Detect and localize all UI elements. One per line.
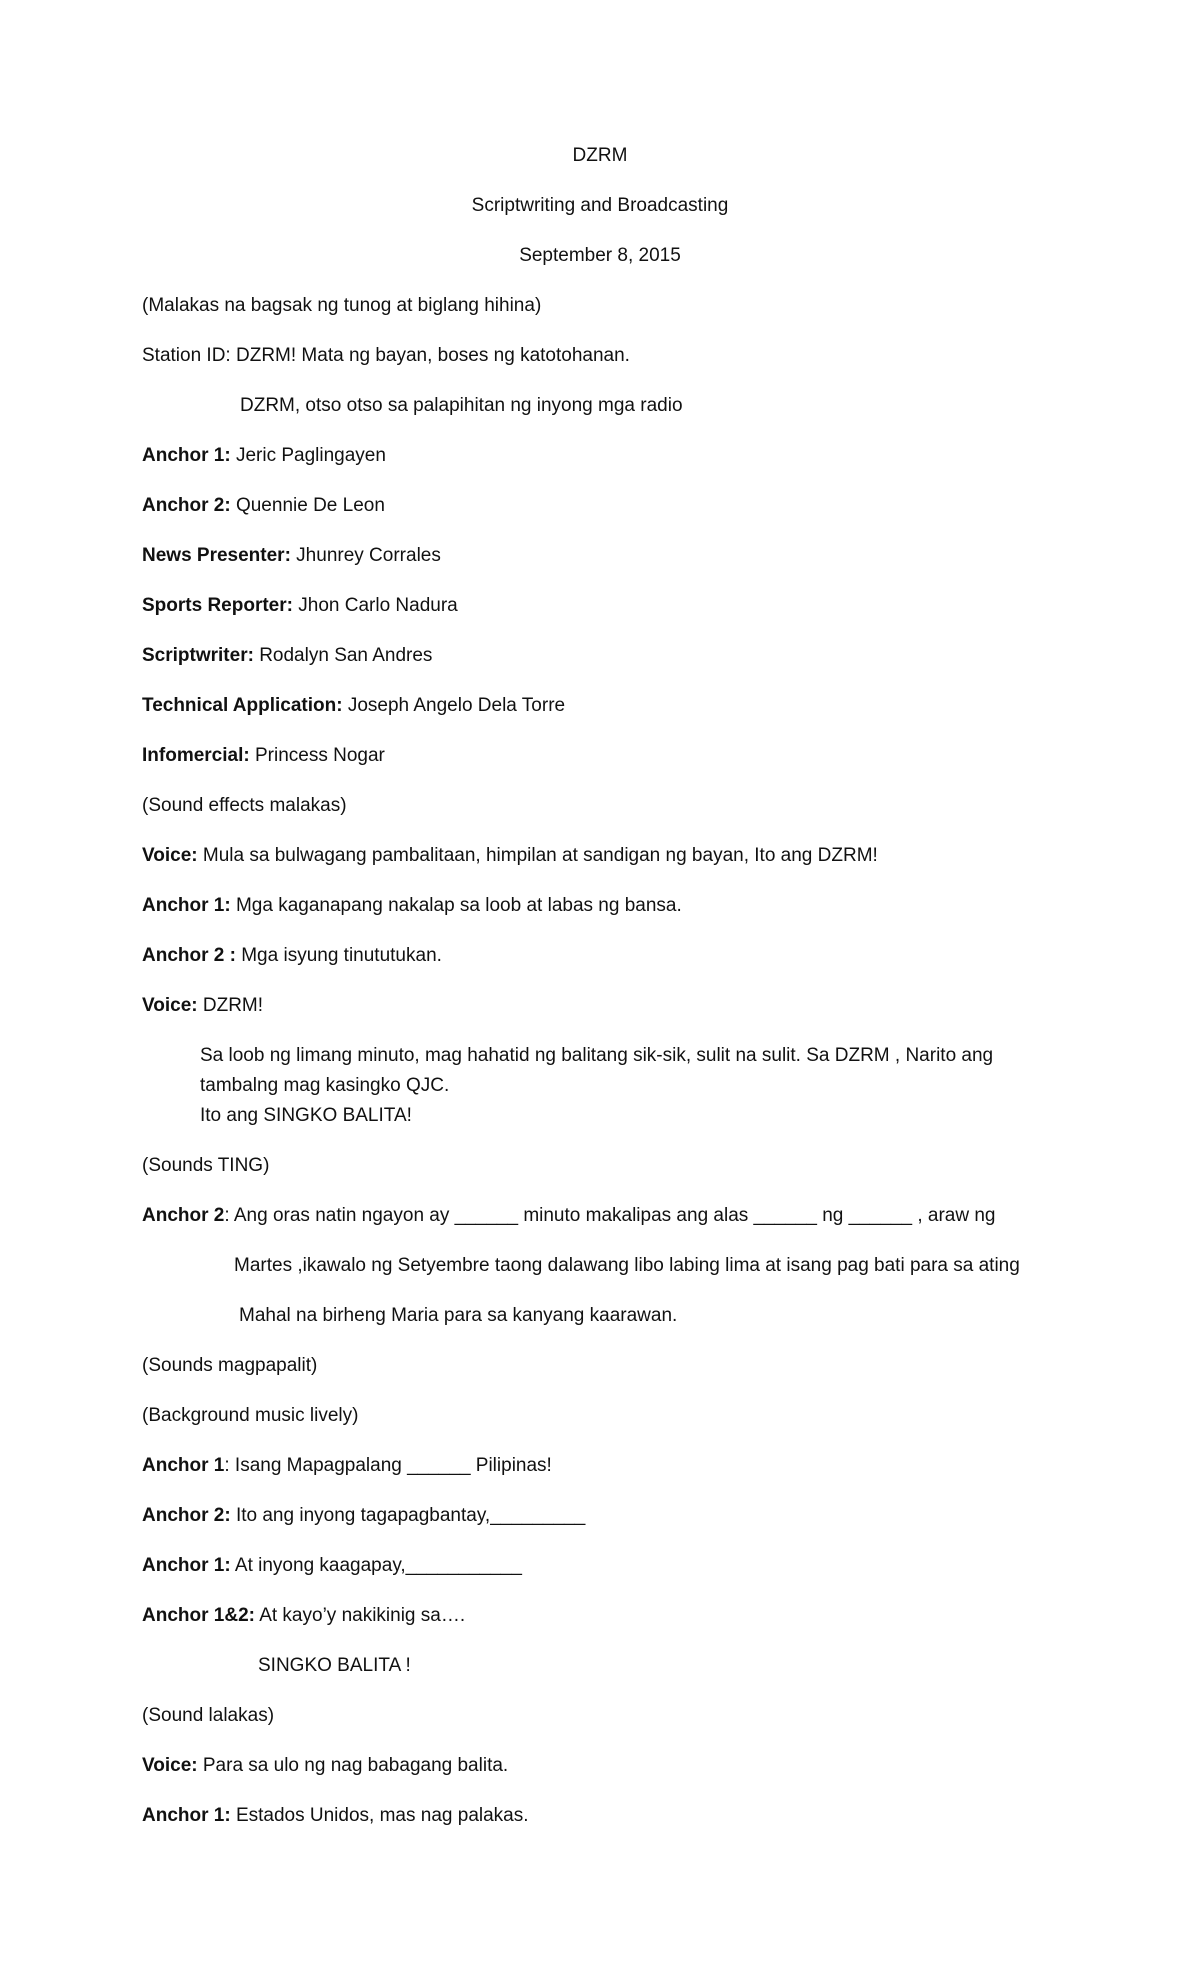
speaker-label: Voice:	[142, 995, 198, 1016]
credit-infomercial	[142, 744, 385, 768]
credit-role: Sports Reporter:	[142, 595, 293, 616]
speaker-label: Voice:	[142, 1755, 198, 1776]
speaker-label: Anchor 2 :	[142, 945, 236, 966]
line-text: Mga isyung tinututukan.	[235, 945, 442, 966]
credit-anchor-1	[142, 444, 386, 468]
anchor-1-news-line	[142, 1804, 529, 1828]
line-text: Mula sa bulwagang pambalitaan, himpilan at sandigan ng bayan, Ito ang DZRM!	[197, 845, 878, 866]
line-text: At kayo’y nakikinig sa….	[254, 1605, 466, 1626]
speaker-label: Anchor 1:	[142, 1805, 231, 1826]
credit-name: Quennie De Leon	[230, 495, 385, 516]
anchor-2-time-line	[142, 1204, 995, 1228]
credit-name: Jhon Carlo Nadura	[292, 595, 458, 616]
credit-news-presenter	[142, 544, 441, 568]
sound-effects-cue: (Sound effects malakas)	[142, 795, 347, 816]
line-text: : Ang oras natin ngayon ay ______ minuto makalipas ang alas ______ ng ______ , araw ng	[224, 1205, 996, 1226]
credit-role: Anchor 1:	[142, 445, 231, 466]
speaker-label: Anchor 2:	[142, 1505, 231, 1526]
sound-louder-cue: (Sound lalakas)	[142, 1705, 275, 1726]
voice-continuation-line: tambalng mag kasingko QJC.	[200, 1075, 450, 1096]
voice-continuation-line: Ito ang SINGKO BALITA!	[200, 1105, 412, 1126]
line-text: DZRM!	[197, 995, 264, 1016]
anchor-2-line	[142, 944, 442, 968]
credit-name: Jeric Paglingayen	[230, 445, 386, 466]
speaker-label: Anchor 1:	[142, 895, 231, 916]
singko-balita-title: SINGKO BALITA !	[258, 1655, 411, 1676]
speaker-label: Anchor 2	[142, 1205, 225, 1226]
credit-name: Rodalyn San Andres	[253, 645, 433, 666]
anchor-2-continuation: Martes ,ikawalo ng Setyembre taong dalawang libo labing lima at isang pag bati para sa ating	[234, 1255, 1020, 1276]
sound-ting-cue: (Sounds TING)	[142, 1155, 270, 1176]
credit-role: Infomercial:	[142, 745, 250, 766]
credit-sports-reporter	[142, 594, 458, 618]
speaker-label: Anchor 1	[142, 1455, 225, 1476]
line-text: : Isang Mapagpalang ______ Pilipinas!	[224, 1455, 552, 1476]
credit-role: News Presenter:	[142, 545, 291, 566]
line-text: Ito ang inyong tagapagbantay,_________	[230, 1505, 586, 1526]
anchor-1-and-2-line	[142, 1604, 465, 1628]
voice-intro-line	[142, 844, 878, 868]
anchor-2-continuation: Mahal na birheng Maria para sa kanyang kaarawan.	[239, 1305, 678, 1326]
line-text: At inyong kaagapay,___________	[230, 1555, 522, 1576]
credit-technical-application	[142, 694, 565, 718]
voice-continuation-line: Sa loob ng limang minuto, mag hahatid ng balitang sik-sik, sulit na sulit. Sa DZRM , Narito ang	[200, 1045, 994, 1066]
credit-anchor-2	[142, 494, 385, 518]
voice-dzrm-line	[142, 994, 263, 1018]
credit-role: Technical Application:	[142, 695, 343, 716]
speaker-label: Voice:	[142, 845, 198, 866]
opening-sound-cue: (Malakas na bagsak ng tunog at biglang hihina)	[142, 295, 542, 316]
sound-change-cue: (Sounds magpapalit)	[142, 1355, 318, 1376]
station-id-continuation: DZRM, otso otso sa palapihitan ng inyong mga radio	[240, 395, 683, 416]
line-text: Estados Unidos, mas nag palakas.	[230, 1805, 529, 1826]
line-text: Para sa ulo ng nag babagang balita.	[197, 1755, 509, 1776]
credit-role: Anchor 2:	[142, 495, 231, 516]
document-subject: Scriptwriting and Broadcasting	[471, 195, 729, 216]
station-title: DZRM	[572, 145, 628, 166]
anchor-1-intro-line	[142, 1554, 522, 1578]
credit-name: Princess Nogar	[249, 745, 385, 766]
credit-scriptwriter	[142, 644, 432, 668]
credit-name: Jhunrey Corrales	[290, 545, 441, 566]
voice-headline-line	[142, 1754, 508, 1778]
credit-name: Joseph Angelo Dela Torre	[342, 695, 566, 716]
speaker-label: Anchor 1:	[142, 1555, 231, 1576]
line-text: Mga kaganapang nakalap sa loob at labas ng bansa.	[230, 895, 682, 916]
background-music-cue: (Background music lively)	[142, 1405, 359, 1426]
speaker-label: Anchor 1&2:	[142, 1605, 255, 1626]
anchor-1-line	[142, 894, 682, 918]
anchor-2-intro-line	[142, 1504, 585, 1528]
document-date: September 8, 2015	[519, 245, 681, 266]
credit-role: Scriptwriter:	[142, 645, 254, 666]
anchor-1-greeting-line	[142, 1454, 552, 1478]
station-id-line: Station ID: DZRM! Mata ng bayan, boses ng katotohanan.	[142, 345, 630, 366]
